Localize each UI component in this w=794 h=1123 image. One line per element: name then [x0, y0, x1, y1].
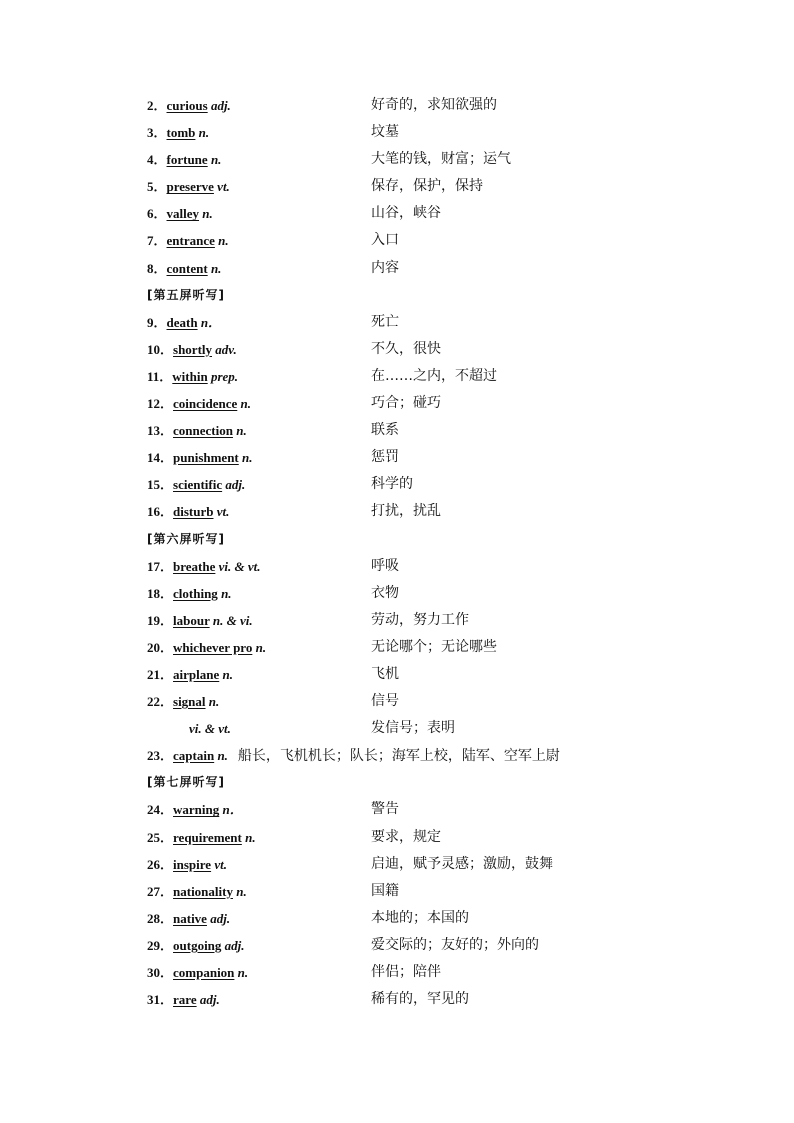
entry-number: 18． — [147, 585, 174, 601]
english-term — [147, 390, 251, 417]
word: death — [166, 314, 198, 330]
vocab-subentry — [147, 715, 707, 742]
part-of-speech: n. — [236, 423, 247, 439]
word: outgoing — [173, 937, 222, 953]
chinese-meaning: 飞机 — [371, 665, 399, 682]
entry-number: 16． — [147, 504, 174, 520]
entry-number: 11． — [147, 368, 173, 384]
chinese-meaning: 劳动，努力工作 — [371, 611, 469, 628]
part-of-speech: adv. — [215, 341, 237, 357]
english-term — [147, 227, 229, 254]
word: punishment — [173, 450, 239, 466]
entry-number: 14． — [147, 450, 174, 466]
vocab-entry — [147, 932, 707, 959]
word: requirement — [173, 829, 242, 845]
section-title: [第五屏听写] — [147, 287, 225, 302]
part-of-speech: n. — [210, 260, 222, 276]
english-term — [147, 336, 237, 363]
word: within — [172, 368, 208, 384]
entry-number: 20． — [147, 639, 174, 655]
part-of-speech: adj. — [224, 937, 245, 953]
english-term — [147, 932, 245, 959]
chinese-meaning: 巧合；碰巧 — [371, 395, 441, 412]
word: nationality — [173, 883, 233, 899]
word: native — [173, 910, 207, 926]
part-of-speech: n. — [210, 152, 222, 168]
entry-number: 2． — [147, 98, 167, 113]
part-of-speech: adj. — [225, 477, 246, 493]
part-of-speech: n. — [237, 965, 249, 980]
vocab-entry — [147, 363, 707, 390]
chinese-meaning: 内容 — [371, 259, 399, 276]
vocab-entry — [147, 553, 707, 580]
part-of-speech: n. — [236, 883, 247, 899]
part-of-speech: n． — [200, 314, 222, 330]
entry-number: 30． — [147, 965, 174, 980]
english-term — [147, 905, 230, 932]
chinese-meaning: 信号 — [371, 693, 399, 710]
entry-number: 19． — [147, 612, 174, 628]
vocab-entry — [147, 119, 707, 146]
word: shortly — [173, 341, 213, 357]
part-of-speech: n. — [242, 450, 253, 466]
word: scientific — [173, 477, 223, 493]
entry-number: 26． — [147, 856, 174, 872]
vocab-entry — [147, 905, 707, 932]
english-term — [147, 796, 243, 823]
word: connection — [173, 423, 233, 439]
english-term — [147, 444, 253, 471]
word: disturb — [173, 504, 214, 520]
part-of-speech: n. — [208, 694, 220, 710]
part-of-speech: n. — [217, 748, 228, 764]
english-term — [147, 688, 219, 715]
chinese-meaning: 无论哪个；无论哪些 — [371, 638, 497, 655]
entry-number: 24． — [147, 802, 174, 818]
chinese-meaning: 启迪，赋予灵感；激励，鼓舞 — [371, 855, 553, 872]
chinese-meaning: 稀有的，罕见的 — [371, 991, 469, 1008]
vocab-entry — [147, 173, 707, 200]
english-term — [147, 92, 231, 119]
word: companion — [173, 965, 235, 980]
english-term — [147, 748, 228, 763]
vocab-entry — [147, 959, 707, 986]
vocab-entry — [147, 851, 707, 878]
vocab-entry — [147, 255, 707, 282]
part-of-speech: vi. & vt. — [218, 558, 261, 574]
part-of-speech: n． — [222, 802, 243, 818]
vocab-entry — [147, 309, 707, 336]
entry-number: 7． — [147, 233, 167, 249]
vocab-entry — [147, 227, 707, 254]
vocab-entry — [147, 634, 707, 661]
vocab-entry — [147, 742, 707, 769]
part-of-speech: adj. — [210, 98, 231, 113]
chinese-meaning: 死亡 — [371, 313, 399, 330]
entry-number: 29． — [147, 937, 174, 953]
chinese-meaning: 警告 — [371, 801, 399, 818]
english-term — [147, 363, 238, 390]
part-of-speech: vt. — [214, 856, 227, 872]
word: signal — [173, 694, 206, 710]
vocab-entry — [147, 471, 707, 498]
part-of-speech: n. — [245, 829, 256, 845]
word: content — [166, 260, 208, 276]
chinese-meaning: 好奇的，求知欲强的 — [371, 97, 497, 113]
part-of-speech: vt. — [216, 504, 230, 520]
part-of-speech: n. — [198, 125, 210, 141]
english-term — [147, 200, 213, 227]
chinese-meaning: 伴侣；陪伴 — [371, 964, 441, 980]
entry-number: 17． — [147, 558, 174, 574]
vocabulary-list — [147, 92, 707, 1013]
english-term — [147, 824, 256, 851]
word: fortune — [166, 152, 208, 168]
english-term — [147, 851, 227, 878]
part-of-speech: vi. & vt. — [189, 721, 231, 737]
english-term — [147, 173, 230, 200]
entry-number: 23． — [147, 748, 174, 764]
english-term — [189, 715, 231, 742]
english-term — [147, 878, 247, 905]
vocab-entry — [147, 498, 707, 525]
vocab-entry — [147, 580, 707, 607]
entry-number: 25． — [147, 829, 174, 845]
english-term — [147, 986, 220, 1013]
vocab-entry — [147, 796, 707, 823]
entry-number: 27． — [147, 883, 174, 899]
part-of-speech: n. — [221, 585, 232, 601]
entry-number: 13． — [147, 423, 174, 439]
entry-number: 8． — [147, 260, 167, 276]
vocab-entry — [147, 336, 707, 363]
vocab-entry — [147, 878, 707, 905]
word: valley — [166, 206, 200, 222]
chinese-meaning: 大笔的钱，财富；运气 — [371, 151, 511, 168]
english-term — [147, 146, 221, 173]
chinese-meaning: 要求，规定 — [371, 828, 441, 845]
entry-number: 4． — [147, 152, 167, 168]
chinese-meaning: 山谷，峡谷 — [371, 205, 441, 222]
chinese-meaning: 坟墓 — [371, 124, 399, 141]
chinese-meaning: 爱交际的；友好的；外向的 — [371, 936, 539, 953]
section-title: [第七屏听写] — [147, 775, 225, 790]
entry-number: 15． — [147, 477, 174, 493]
chinese-meaning: 在……之内，不超过 — [371, 367, 497, 384]
section-header — [147, 769, 707, 796]
chinese-meaning: 打扰，扰乱 — [371, 503, 441, 520]
part-of-speech: n. — [240, 396, 252, 412]
chinese-meaning: 本地的；本国的 — [371, 909, 469, 926]
vocab-entry — [147, 200, 707, 227]
chinese-meaning: 科学的 — [371, 476, 413, 493]
word: curious — [166, 98, 208, 113]
english-term — [147, 417, 247, 444]
word: clothing — [173, 585, 218, 601]
vocab-entry — [147, 146, 707, 173]
section-header — [147, 282, 707, 309]
entry-number: 31． — [147, 992, 174, 1008]
vocab-entry — [147, 92, 707, 119]
english-term — [147, 959, 248, 986]
word: coincidence — [173, 396, 238, 412]
entry-number: 10． — [147, 341, 174, 357]
english-term — [147, 553, 261, 580]
vocab-entry — [147, 390, 707, 417]
english-term — [147, 309, 221, 336]
english-term — [147, 580, 232, 607]
vocab-entry — [147, 417, 707, 444]
vocab-entry — [147, 661, 707, 688]
part-of-speech: n. — [222, 666, 233, 682]
english-term — [147, 498, 229, 525]
word: entrance — [166, 233, 215, 249]
part-of-speech: n. — [202, 206, 213, 222]
part-of-speech: adj. — [199, 992, 220, 1008]
chinese-meaning: 发信号；表明 — [371, 720, 455, 737]
chinese-meaning: 不久，很快 — [371, 340, 441, 357]
vocab-entry — [147, 986, 707, 1013]
section-title: [第六屏听写] — [147, 531, 225, 546]
entry-number: 5． — [147, 179, 167, 195]
part-of-speech: adj. — [210, 910, 231, 926]
word: inspire — [173, 856, 212, 872]
entry-number: 12． — [147, 396, 174, 412]
word: whichever pro — [173, 639, 253, 655]
word: rare — [173, 992, 197, 1008]
entry-number: 9． — [147, 314, 167, 330]
entry-number: 6． — [147, 206, 167, 222]
english-term — [147, 255, 221, 282]
vocab-entry — [147, 824, 707, 851]
vocab-entry — [147, 444, 707, 471]
section-header — [147, 526, 707, 553]
chinese-meaning: 保存，保护，保持 — [371, 178, 483, 195]
chinese-meaning: 国籍 — [371, 882, 399, 899]
word: warning — [173, 802, 220, 818]
entry-number: 22． — [147, 694, 174, 710]
word: preserve — [166, 179, 214, 195]
english-term — [147, 119, 209, 146]
chinese-meaning: 呼吸 — [371, 557, 399, 574]
vocab-entry — [147, 688, 707, 715]
word: captain — [173, 748, 215, 764]
vocab-entry — [147, 607, 707, 634]
part-of-speech: n. — [255, 639, 267, 655]
chinese-meaning: 衣物 — [371, 584, 399, 601]
entry-number: 28． — [147, 910, 174, 926]
part-of-speech: vt. — [217, 179, 230, 195]
chinese-meaning: 船长，飞机机长；队长；海军上校，陆军、空军上尉 — [237, 748, 560, 765]
chinese-meaning: 入口 — [371, 232, 399, 249]
word: tomb — [166, 125, 196, 141]
english-term — [147, 607, 253, 634]
word: labour — [173, 612, 210, 628]
entry-number: 3． — [147, 125, 167, 141]
part-of-speech: n. — [218, 233, 229, 249]
english-term — [147, 634, 266, 661]
english-term — [147, 661, 233, 688]
entry-number: 21． — [147, 666, 174, 682]
part-of-speech: prep. — [210, 368, 239, 384]
part-of-speech: n. & vi. — [212, 612, 253, 628]
chinese-meaning: 联系 — [371, 422, 399, 439]
english-term — [147, 471, 245, 498]
chinese-meaning: 惩罚 — [371, 449, 399, 466]
word: breathe — [173, 558, 216, 574]
word: airplane — [173, 666, 220, 682]
